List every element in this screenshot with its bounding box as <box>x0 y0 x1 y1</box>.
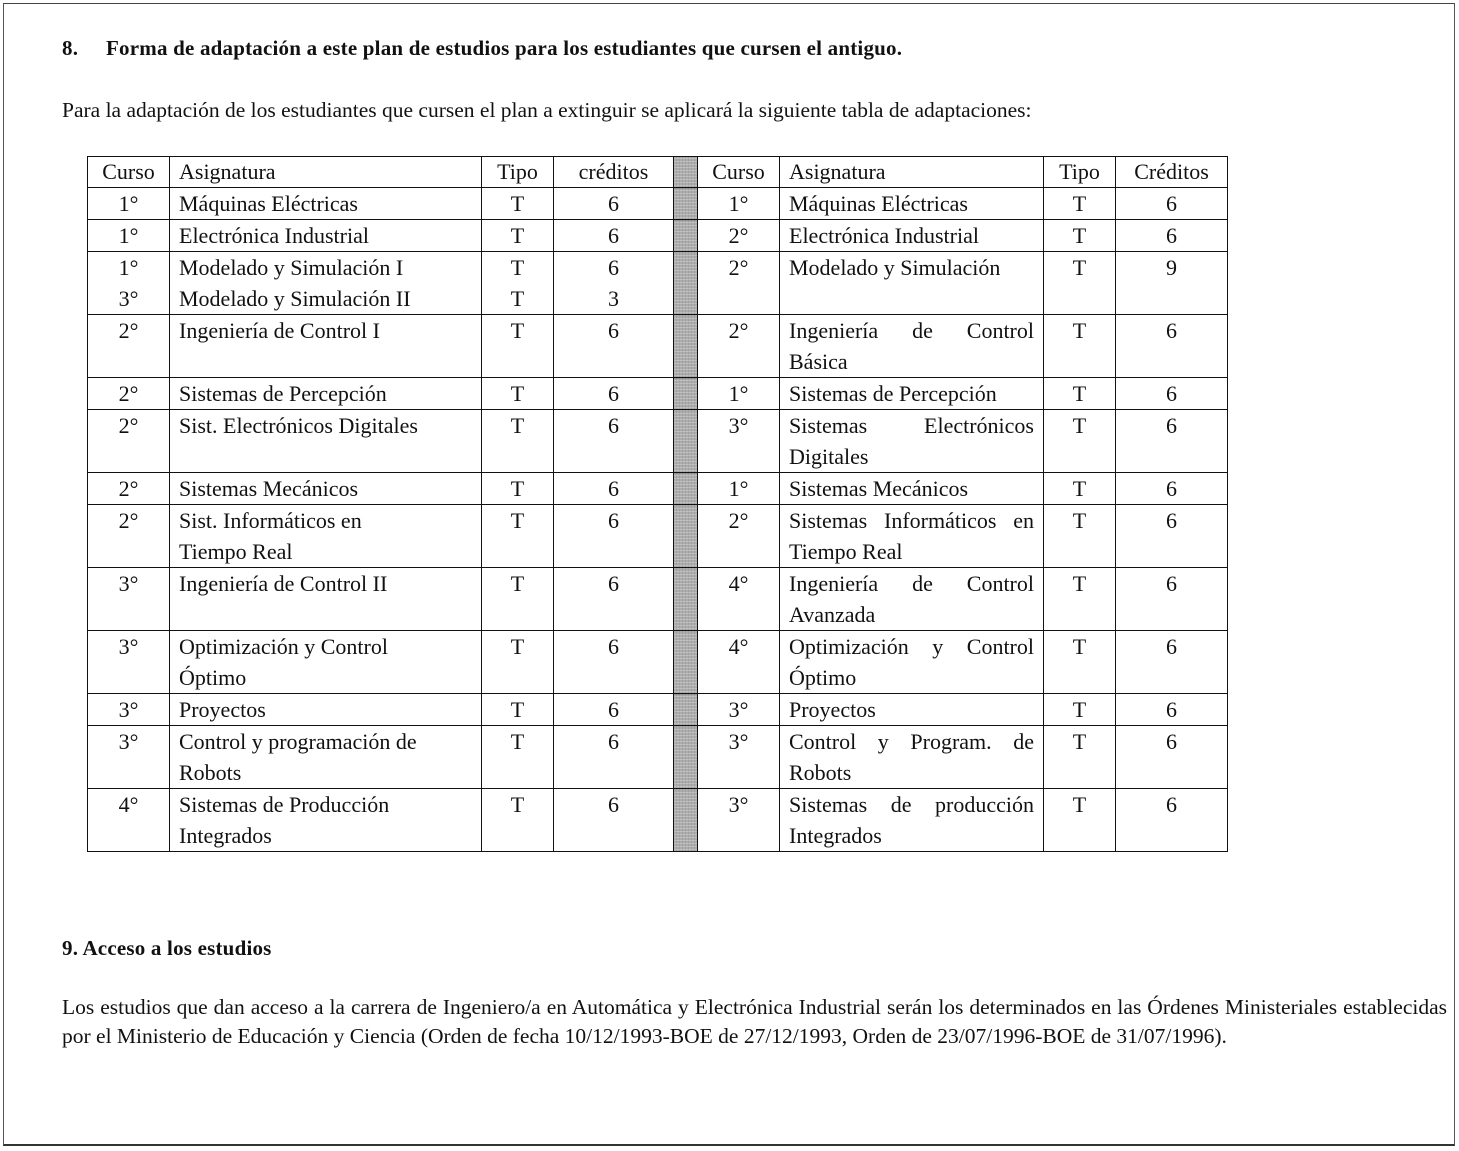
table-row <box>88 220 1228 252</box>
new-tipo-cell: T <box>1044 188 1116 220</box>
old-asignatura-cell: Sist. Electrónicos Digitales <box>170 410 482 473</box>
table-separator <box>674 188 698 220</box>
section-8-title: Forma de adaptación a este plan de estudios para los estudiantes que cursen el antiguo. <box>106 36 903 60</box>
old-tipo-cell: T <box>482 410 554 473</box>
table-row <box>88 410 1228 473</box>
old-tipo-cell: T T <box>482 252 554 315</box>
new-asignatura-cell: Máquinas Eléctricas <box>780 188 1044 220</box>
new-curso-cell: 4° <box>698 631 780 694</box>
table-row <box>88 378 1228 410</box>
old-asignatura-cell: Ingeniería de Control II <box>170 568 482 631</box>
table-row <box>88 631 1228 694</box>
new-tipo-cell: T <box>1044 315 1116 378</box>
table-row <box>88 694 1228 726</box>
new-creditos-cell: 6 <box>1116 505 1228 568</box>
header-new-asignatura: Asignatura <box>780 157 1044 188</box>
table-separator <box>674 505 698 568</box>
old-creditos-cell: 6 <box>554 505 674 568</box>
old-creditos-cell: 6 <box>554 188 674 220</box>
old-creditos-cell: 6 <box>554 410 674 473</box>
new-curso-cell: 2° <box>698 252 780 315</box>
header-new-curso: Curso <box>698 157 780 188</box>
old-curso-cell: 3° <box>88 568 170 631</box>
old-asignatura-cell: Sistemas Mecánicos <box>170 473 482 505</box>
new-curso-cell: 2° <box>698 315 780 378</box>
old-creditos-cell: 6 <box>554 378 674 410</box>
table-separator <box>674 568 698 631</box>
new-asignatura-cell: Sistemas Informáticos en Tiempo Real <box>780 505 1044 568</box>
new-creditos-cell: 6 <box>1116 726 1228 789</box>
old-tipo-cell: T <box>482 568 554 631</box>
new-creditos-cell: 6 <box>1116 315 1228 378</box>
old-curso-cell: 1° <box>88 188 170 220</box>
table-row <box>88 473 1228 505</box>
new-curso-cell: 3° <box>698 410 780 473</box>
table-row <box>88 568 1228 631</box>
section-8-intro: Para la adaptación de los estudiantes que cursen el plan a extinguir se aplicará la siguiente tabla de adaptaciones: <box>62 98 1032 122</box>
new-tipo-cell: T <box>1044 378 1116 410</box>
old-creditos-cell: 6 <box>554 631 674 694</box>
new-tipo-cell: T <box>1044 410 1116 473</box>
section-9-body: Los estudios que dan acceso a la carrera de Ingeniero/a en Automática y Electrónica Industrial serán los determinados en las Órdenes Ministeriales establecidas por el Ministerio de Educación y Ciencia (Orden de fecha 10/12/1993-BOE de 27/12/1993, Orden de 23/07/1996-BOE de 31/07/1996). <box>62 995 1447 1048</box>
new-creditos-cell: 6 <box>1116 473 1228 505</box>
table-row <box>88 252 1228 315</box>
new-asignatura-cell: Ingeniería de Control Avanzada <box>780 568 1044 631</box>
table-row <box>88 188 1228 220</box>
new-tipo-cell: T <box>1044 473 1116 505</box>
new-asignatura-cell: Electrónica Industrial <box>780 220 1044 252</box>
new-creditos-cell: 6 <box>1116 378 1228 410</box>
header-new-tipo: Tipo <box>1044 157 1116 188</box>
table-separator <box>674 410 698 473</box>
new-curso-cell: 1° <box>698 188 780 220</box>
adaptation-table <box>87 156 1228 852</box>
new-creditos-cell: 9 <box>1116 252 1228 315</box>
new-tipo-cell: T <box>1044 568 1116 631</box>
table-separator <box>674 726 698 789</box>
new-curso-cell: 1° <box>698 378 780 410</box>
old-curso-cell: 3° <box>88 694 170 726</box>
new-asignatura-cell: Ingeniería de Control Básica <box>780 315 1044 378</box>
new-tipo-cell: T <box>1044 694 1116 726</box>
old-creditos-cell: 6 <box>554 568 674 631</box>
section-9-heading: 9. Acceso a los estudios <box>62 936 272 960</box>
old-asignatura-cell: Control y programación de Robots <box>170 726 482 789</box>
section-8-number: 8. <box>62 36 79 60</box>
new-creditos-cell: 6 <box>1116 188 1228 220</box>
new-curso-cell: 3° <box>698 726 780 789</box>
table-separator <box>674 694 698 726</box>
old-asignatura-cell: Máquinas Eléctricas <box>170 188 482 220</box>
old-asignatura-cell: Ingeniería de Control I <box>170 315 482 378</box>
new-curso-cell: 1° <box>698 473 780 505</box>
table-separator <box>674 315 698 378</box>
new-creditos-cell: 6 <box>1116 694 1228 726</box>
header-new-creditos: Créditos <box>1116 157 1228 188</box>
new-creditos-cell: 6 <box>1116 789 1228 852</box>
old-creditos-cell: 6 3 <box>554 252 674 315</box>
old-tipo-cell: T <box>482 473 554 505</box>
new-asignatura-cell: Modelado y Simulación <box>780 252 1044 315</box>
table-separator <box>674 252 698 315</box>
old-curso-cell: 1° 3° <box>88 252 170 315</box>
table-row <box>88 789 1228 852</box>
table-separator <box>674 631 698 694</box>
new-asignatura-cell: Proyectos <box>780 694 1044 726</box>
old-curso-cell: 2° <box>88 410 170 473</box>
old-curso-cell: 4° <box>88 789 170 852</box>
new-curso-cell: 4° <box>698 568 780 631</box>
new-creditos-cell: 6 <box>1116 568 1228 631</box>
new-curso-cell: 2° <box>698 505 780 568</box>
old-creditos-cell: 6 <box>554 220 674 252</box>
old-creditos-cell: 6 <box>554 726 674 789</box>
header-old-asignatura: Asignatura <box>170 157 482 188</box>
old-tipo-cell: T <box>482 789 554 852</box>
new-asignatura-cell: Sistemas de producción Integrados <box>780 789 1044 852</box>
header-old-curso: Curso <box>88 157 170 188</box>
table-row <box>88 315 1228 378</box>
old-curso-cell: 3° <box>88 726 170 789</box>
new-asignatura-cell: Optimización y Control Óptimo <box>780 631 1044 694</box>
old-asignatura-cell: Electrónica Industrial <box>170 220 482 252</box>
new-asignatura-cell: Sistemas Mecánicos <box>780 473 1044 505</box>
old-tipo-cell: T <box>482 378 554 410</box>
table-separator <box>674 789 698 852</box>
header-old-tipo: Tipo <box>482 157 554 188</box>
new-curso-cell: 3° <box>698 789 780 852</box>
new-creditos-cell: 6 <box>1116 220 1228 252</box>
new-asignatura-cell: Control y Program. de Robots <box>780 726 1044 789</box>
old-asignatura-cell: Proyectos <box>170 694 482 726</box>
table-header-row <box>88 157 1228 188</box>
old-tipo-cell: T <box>482 188 554 220</box>
table-separator <box>674 157 698 188</box>
old-tipo-cell: T <box>482 505 554 568</box>
old-curso-cell: 3° <box>88 631 170 694</box>
old-curso-cell: 1° <box>88 220 170 252</box>
new-curso-cell: 3° <box>698 694 780 726</box>
new-tipo-cell: T <box>1044 789 1116 852</box>
new-tipo-cell: T <box>1044 726 1116 789</box>
new-asignatura-cell: Sistemas de Percepción <box>780 378 1044 410</box>
new-creditos-cell: 6 <box>1116 631 1228 694</box>
old-tipo-cell: T <box>482 631 554 694</box>
old-asignatura-cell: Sist. Informáticos en Tiempo Real <box>170 505 482 568</box>
old-curso-cell: 2° <box>88 505 170 568</box>
table-separator <box>674 473 698 505</box>
old-tipo-cell: T <box>482 315 554 378</box>
old-tipo-cell: T <box>482 220 554 252</box>
old-asignatura-cell: Modelado y Simulación I Modelado y Simulación II <box>170 252 482 315</box>
old-asignatura-cell: Sistemas de Percepción <box>170 378 482 410</box>
old-curso-cell: 2° <box>88 473 170 505</box>
old-creditos-cell: 6 <box>554 694 674 726</box>
new-tipo-cell: T <box>1044 220 1116 252</box>
new-creditos-cell: 6 <box>1116 410 1228 473</box>
old-asignatura-cell: Sistemas de Producción Integrados <box>170 789 482 852</box>
table-separator <box>674 378 698 410</box>
old-creditos-cell: 6 <box>554 473 674 505</box>
old-asignatura-cell: Optimización y Control Óptimo <box>170 631 482 694</box>
old-tipo-cell: T <box>482 726 554 789</box>
new-tipo-cell: T <box>1044 505 1116 568</box>
new-tipo-cell: T <box>1044 252 1116 315</box>
header-old-creditos: créditos <box>554 157 674 188</box>
old-creditos-cell: 6 <box>554 315 674 378</box>
section-8-heading <box>62 36 902 61</box>
new-tipo-cell: T <box>1044 631 1116 694</box>
new-asignatura-cell: Sistemas Electrónicos Digitales <box>780 410 1044 473</box>
old-curso-cell: 2° <box>88 378 170 410</box>
old-creditos-cell: 6 <box>554 789 674 852</box>
new-curso-cell: 2° <box>698 220 780 252</box>
old-tipo-cell: T <box>482 694 554 726</box>
table-row <box>88 726 1228 789</box>
table-separator <box>674 220 698 252</box>
table-row <box>88 505 1228 568</box>
old-curso-cell: 2° <box>88 315 170 378</box>
